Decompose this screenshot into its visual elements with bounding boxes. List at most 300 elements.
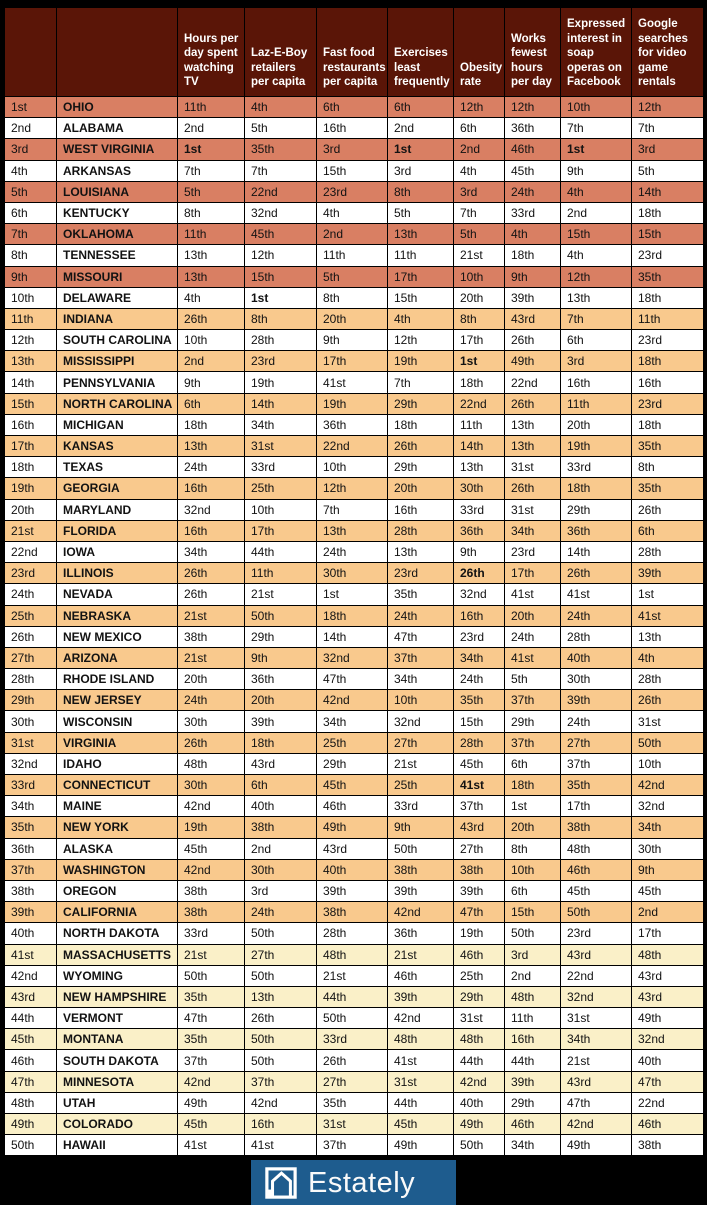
value-cell: 23rd bbox=[505, 541, 561, 562]
value-cell: 23rd bbox=[632, 245, 704, 266]
value-cell: 49th bbox=[317, 817, 388, 838]
value-cell: 37th bbox=[454, 796, 505, 817]
value-cell: 42nd bbox=[245, 1092, 317, 1113]
value-cell: 11th bbox=[561, 393, 632, 414]
state-cell: ARKANSAS bbox=[57, 160, 178, 181]
value-cell: 48th bbox=[317, 944, 388, 965]
rank-cell: 47th bbox=[5, 1071, 57, 1092]
value-cell bbox=[561, 139, 632, 160]
value-cell: 7th bbox=[454, 202, 505, 223]
value-cell: 34th bbox=[454, 647, 505, 668]
value-cell: 35th bbox=[245, 139, 317, 160]
value-cell: 2nd bbox=[561, 202, 632, 223]
value-cell: 12th bbox=[388, 330, 454, 351]
value-cell: 31st bbox=[505, 499, 561, 520]
value-cell: 10th bbox=[454, 266, 505, 287]
state-cell: NORTH DAKOTA bbox=[57, 923, 178, 944]
rank-cell: 17th bbox=[5, 436, 57, 457]
state-cell: IOWA bbox=[57, 541, 178, 562]
rank-cell: 40th bbox=[5, 923, 57, 944]
value-cell: 36th bbox=[245, 669, 317, 690]
value-cell: 34th bbox=[245, 414, 317, 435]
value-cell: 23rd bbox=[454, 626, 505, 647]
table-row bbox=[5, 351, 704, 372]
value-cell: 41st bbox=[632, 605, 704, 626]
value-cell: 21st bbox=[178, 647, 245, 668]
value-cell: 18th bbox=[632, 414, 704, 435]
value-cell: 11th bbox=[454, 414, 505, 435]
value-cell: 5th bbox=[388, 202, 454, 223]
value-cell: 3rd bbox=[454, 181, 505, 202]
value-cell: 32nd bbox=[454, 584, 505, 605]
value-cell: 27th bbox=[317, 1071, 388, 1092]
value-cell: 22nd bbox=[632, 1092, 704, 1113]
table-row bbox=[5, 647, 704, 668]
value-cell: 9th bbox=[454, 541, 505, 562]
value-cell: 24th bbox=[178, 457, 245, 478]
value-cell: 30th bbox=[317, 563, 388, 584]
table-row bbox=[5, 478, 704, 499]
rank-cell: 46th bbox=[5, 1050, 57, 1071]
state-cell: OKLAHOMA bbox=[57, 224, 178, 245]
value-cell: 20th bbox=[454, 287, 505, 308]
value-cell: 50th bbox=[454, 1135, 505, 1156]
value-cell: 42nd bbox=[561, 1114, 632, 1135]
state-cell: WASHINGTON bbox=[57, 859, 178, 880]
value-cell: 7th bbox=[561, 308, 632, 329]
rankings-table bbox=[4, 7, 704, 1156]
value-cell: 42nd bbox=[178, 859, 245, 880]
value-cell: 42nd bbox=[388, 1008, 454, 1029]
value-cell: 18th bbox=[317, 605, 388, 626]
rank-cell: 7th bbox=[5, 224, 57, 245]
value-cell: 25th bbox=[454, 965, 505, 986]
value-cell: 24th bbox=[388, 605, 454, 626]
value-cell: 4th bbox=[388, 308, 454, 329]
value-cell: 12th bbox=[561, 266, 632, 287]
value-cell: 50th bbox=[245, 1029, 317, 1050]
value-cell: 3rd bbox=[561, 351, 632, 372]
rank-cell: 8th bbox=[5, 245, 57, 266]
value-cell: 6th bbox=[317, 97, 388, 118]
column-header-8: Expressed interest in soap operas on Facebook bbox=[561, 8, 632, 97]
rank-cell: 36th bbox=[5, 838, 57, 859]
value-cell: 36th bbox=[388, 923, 454, 944]
value-cell: 49th bbox=[561, 1135, 632, 1156]
value-cell: 45th bbox=[561, 880, 632, 901]
value-cell: 24th bbox=[505, 626, 561, 647]
value-cell: 18th bbox=[561, 478, 632, 499]
value-cell: 30th bbox=[178, 775, 245, 796]
value-cell: 48th bbox=[388, 1029, 454, 1050]
value-cell: 28th bbox=[632, 669, 704, 690]
rank-cell: 29th bbox=[5, 690, 57, 711]
value-cell: 33rd bbox=[245, 457, 317, 478]
value-cell: 37th bbox=[505, 732, 561, 753]
value-cell bbox=[178, 139, 245, 160]
value-cell: 13th bbox=[388, 541, 454, 562]
value-cell: 18th bbox=[632, 351, 704, 372]
value-cell: 40th bbox=[317, 859, 388, 880]
table-row bbox=[5, 965, 704, 986]
rank-cell: 5th bbox=[5, 181, 57, 202]
value-cell: 18th bbox=[245, 732, 317, 753]
value-cell: 23rd bbox=[317, 181, 388, 202]
value-cell: 33rd bbox=[454, 499, 505, 520]
state-cell: COLORADO bbox=[57, 1114, 178, 1135]
table-row bbox=[5, 330, 704, 351]
table-row bbox=[5, 859, 704, 880]
state-cell: WEST VIRGINIA bbox=[57, 139, 178, 160]
value-cell: 5th bbox=[632, 160, 704, 181]
column-header-3: Laz-E-Boy retailers per capita bbox=[245, 8, 317, 97]
value-cell: 16th bbox=[388, 499, 454, 520]
value-cell: 28th bbox=[245, 330, 317, 351]
value-cell: 34th bbox=[505, 520, 561, 541]
value-cell: 33rd bbox=[561, 457, 632, 478]
value-cell: 2nd bbox=[178, 118, 245, 139]
table-row bbox=[5, 690, 704, 711]
value-cell: 13th bbox=[178, 245, 245, 266]
table-row bbox=[5, 775, 704, 796]
value-cell: 6th bbox=[245, 775, 317, 796]
state-cell: MARYLAND bbox=[57, 499, 178, 520]
value-cell: 41st bbox=[317, 372, 388, 393]
value-cell: 29th bbox=[505, 711, 561, 732]
value-cell: 26th bbox=[245, 1008, 317, 1029]
footer bbox=[0, 1156, 707, 1205]
value-cell: 23rd bbox=[388, 563, 454, 584]
value-cell: 38th bbox=[632, 1135, 704, 1156]
state-cell: MONTANA bbox=[57, 1029, 178, 1050]
value-cell: 45th bbox=[245, 224, 317, 245]
value-cell: 16th bbox=[561, 372, 632, 393]
value-cell: 17th bbox=[454, 330, 505, 351]
value-cell: 21st bbox=[245, 584, 317, 605]
value-cell: 16th bbox=[178, 520, 245, 541]
state-cell: PENNSYLVANIA bbox=[57, 372, 178, 393]
value-cell: 20th bbox=[317, 308, 388, 329]
value-cell: 26th bbox=[178, 563, 245, 584]
table-row bbox=[5, 224, 704, 245]
value-cell: 49th bbox=[454, 1114, 505, 1135]
value-cell: 45th bbox=[178, 1114, 245, 1135]
value-cell: 40th bbox=[245, 796, 317, 817]
table-row bbox=[5, 817, 704, 838]
value-cell: 38th bbox=[178, 880, 245, 901]
value-highlight: 41st bbox=[460, 778, 485, 793]
value-cell: 30th bbox=[245, 859, 317, 880]
value-cell: 48th bbox=[178, 753, 245, 774]
value-cell: 11th bbox=[245, 563, 317, 584]
value-cell: 7th bbox=[178, 160, 245, 181]
value-cell: 35th bbox=[632, 478, 704, 499]
value-cell: 19th bbox=[388, 351, 454, 372]
value-cell: 14th bbox=[245, 393, 317, 414]
value-cell: 13th bbox=[178, 266, 245, 287]
value-cell: 29th bbox=[454, 986, 505, 1007]
value-cell: 16th bbox=[454, 605, 505, 626]
value-cell: 27th bbox=[561, 732, 632, 753]
table-row bbox=[5, 605, 704, 626]
value-cell: 50th bbox=[245, 965, 317, 986]
value-cell: 20th bbox=[245, 690, 317, 711]
value-cell: 29th bbox=[561, 499, 632, 520]
state-cell: TENNESSEE bbox=[57, 245, 178, 266]
value-cell: 7th bbox=[632, 118, 704, 139]
value-cell: 27th bbox=[388, 732, 454, 753]
value-cell: 47th bbox=[178, 1008, 245, 1029]
state-cell: OHIO bbox=[57, 97, 178, 118]
value-cell: 38th bbox=[454, 859, 505, 880]
value-cell: 26th bbox=[388, 436, 454, 457]
value-cell: 9th bbox=[505, 266, 561, 287]
value-cell: 4th bbox=[561, 181, 632, 202]
value-cell: 15th bbox=[632, 224, 704, 245]
value-cell: 20th bbox=[388, 478, 454, 499]
table-row bbox=[5, 563, 704, 584]
value-cell: 38th bbox=[388, 859, 454, 880]
rank-cell: 6th bbox=[5, 202, 57, 223]
table-header bbox=[5, 8, 704, 97]
rank-cell: 23rd bbox=[5, 563, 57, 584]
state-cell: NEVADA bbox=[57, 584, 178, 605]
value-cell: 13th bbox=[561, 287, 632, 308]
value-cell: 9th bbox=[561, 160, 632, 181]
value-cell: 13th bbox=[454, 457, 505, 478]
rank-cell: 10th bbox=[5, 287, 57, 308]
value-cell: 2nd bbox=[178, 351, 245, 372]
value-cell: 8th bbox=[317, 287, 388, 308]
value-cell: 13th bbox=[505, 414, 561, 435]
value-cell: 44th bbox=[245, 541, 317, 562]
value-cell: 24th bbox=[317, 541, 388, 562]
value-cell: 13th bbox=[388, 224, 454, 245]
value-cell: 26th bbox=[632, 499, 704, 520]
value-cell: 16th bbox=[178, 478, 245, 499]
column-header-7: Works fewest hours per day bbox=[505, 8, 561, 97]
value-cell: 6th bbox=[178, 393, 245, 414]
value-cell: 18th bbox=[178, 414, 245, 435]
table-body bbox=[5, 97, 704, 1156]
column-header-9: Google searches for video game rentals bbox=[632, 8, 704, 97]
value-cell: 29th bbox=[505, 1092, 561, 1113]
value-cell: 38th bbox=[245, 817, 317, 838]
value-cell: 37th bbox=[245, 1071, 317, 1092]
table-row bbox=[5, 520, 704, 541]
value-cell: 12th bbox=[632, 97, 704, 118]
value-cell: 35th bbox=[632, 266, 704, 287]
value-cell: 29th bbox=[245, 626, 317, 647]
value-cell: 34th bbox=[505, 1135, 561, 1156]
value-cell: 20th bbox=[505, 605, 561, 626]
value-cell: 50th bbox=[178, 965, 245, 986]
value-cell: 39th bbox=[317, 880, 388, 901]
rank-cell: 25th bbox=[5, 605, 57, 626]
table-row bbox=[5, 308, 704, 329]
value-cell: 2nd bbox=[632, 902, 704, 923]
rank-cell: 35th bbox=[5, 817, 57, 838]
value-cell: 26th bbox=[505, 478, 561, 499]
value-cell: 32nd bbox=[388, 711, 454, 732]
value-cell: 7th bbox=[561, 118, 632, 139]
value-cell: 43rd bbox=[561, 944, 632, 965]
value-cell: 45th bbox=[388, 1114, 454, 1135]
value-cell: 29th bbox=[317, 753, 388, 774]
value-highlight: 26th bbox=[460, 566, 485, 581]
table-row bbox=[5, 372, 704, 393]
value-cell: 8th bbox=[388, 181, 454, 202]
column-header-5: Exercises least frequently bbox=[388, 8, 454, 97]
value-cell: 19th bbox=[454, 923, 505, 944]
value-cell: 32nd bbox=[632, 1029, 704, 1050]
state-cell: DELAWARE bbox=[57, 287, 178, 308]
value-cell: 39th bbox=[388, 986, 454, 1007]
value-cell: 9th bbox=[178, 372, 245, 393]
value-cell: 44th bbox=[454, 1050, 505, 1071]
table-row bbox=[5, 118, 704, 139]
value-cell: 26th bbox=[317, 1050, 388, 1071]
logo-text: Estately bbox=[308, 1166, 416, 1199]
value-cell: 43rd bbox=[505, 308, 561, 329]
column-header-1 bbox=[57, 8, 178, 97]
value-cell: 6th bbox=[632, 520, 704, 541]
value-cell: 18th bbox=[632, 287, 704, 308]
value-cell: 6th bbox=[505, 753, 561, 774]
value-cell: 28th bbox=[317, 923, 388, 944]
value-cell: 8th bbox=[245, 308, 317, 329]
value-cell: 34th bbox=[632, 817, 704, 838]
value-cell: 6th bbox=[454, 118, 505, 139]
rank-cell: 28th bbox=[5, 669, 57, 690]
value-cell: 46th bbox=[632, 1114, 704, 1135]
value-cell: 22nd bbox=[317, 436, 388, 457]
value-cell: 22nd bbox=[245, 181, 317, 202]
value-cell: 3rd bbox=[388, 160, 454, 181]
value-cell: 45th bbox=[178, 838, 245, 859]
value-cell: 4th bbox=[561, 245, 632, 266]
value-cell: 24th bbox=[454, 669, 505, 690]
rank-cell: 27th bbox=[5, 647, 57, 668]
value-cell: 3rd bbox=[317, 139, 388, 160]
rank-cell: 50th bbox=[5, 1135, 57, 1156]
value-cell: 45th bbox=[632, 880, 704, 901]
value-cell: 5th bbox=[454, 224, 505, 245]
value-cell: 18th bbox=[632, 202, 704, 223]
value-cell: 12th bbox=[454, 97, 505, 118]
value-cell: 37th bbox=[561, 753, 632, 774]
value-cell: 33rd bbox=[317, 1029, 388, 1050]
rank-cell: 43rd bbox=[5, 986, 57, 1007]
value-cell: 3rd bbox=[245, 880, 317, 901]
value-cell: 4th bbox=[317, 202, 388, 223]
value-cell: 48th bbox=[632, 944, 704, 965]
value-cell: 4th bbox=[505, 224, 561, 245]
value-cell: 8th bbox=[505, 838, 561, 859]
value-cell: 40th bbox=[632, 1050, 704, 1071]
value-cell: 50th bbox=[245, 923, 317, 944]
rank-cell: 31st bbox=[5, 732, 57, 753]
value-cell: 42nd bbox=[178, 1071, 245, 1092]
column-header-0 bbox=[5, 8, 57, 97]
value-cell: 41st bbox=[245, 1135, 317, 1156]
value-cell: 9th bbox=[317, 330, 388, 351]
table-row bbox=[5, 902, 704, 923]
value-cell: 34th bbox=[178, 541, 245, 562]
value-cell: 20th bbox=[505, 817, 561, 838]
column-header-4: Fast food restaurants per capita bbox=[317, 8, 388, 97]
state-cell: CALIFORNIA bbox=[57, 902, 178, 923]
value-cell: 13th bbox=[178, 436, 245, 457]
state-cell: MISSISSIPPI bbox=[57, 351, 178, 372]
value-highlight: 1st bbox=[567, 142, 585, 157]
value-cell: 46th bbox=[317, 796, 388, 817]
value-cell: 3rd bbox=[505, 944, 561, 965]
table-row bbox=[5, 1071, 704, 1092]
table-row bbox=[5, 393, 704, 414]
table-row bbox=[5, 1029, 704, 1050]
value-highlight: 1st bbox=[251, 290, 269, 305]
value-cell: 21st bbox=[317, 965, 388, 986]
value-highlight: 1st bbox=[460, 354, 478, 369]
state-cell: INDIANA bbox=[57, 308, 178, 329]
table-row bbox=[5, 732, 704, 753]
value-cell: 19th bbox=[317, 393, 388, 414]
value-cell: 40th bbox=[561, 647, 632, 668]
value-cell: 33rd bbox=[178, 923, 245, 944]
value-cell: 31st bbox=[632, 711, 704, 732]
value-cell: 50th bbox=[388, 838, 454, 859]
rank-cell: 37th bbox=[5, 859, 57, 880]
rank-cell: 22nd bbox=[5, 541, 57, 562]
value-cell: 27th bbox=[454, 838, 505, 859]
value-cell: 16th bbox=[632, 372, 704, 393]
value-cell: 12th bbox=[245, 245, 317, 266]
rank-cell: 14th bbox=[5, 372, 57, 393]
value-cell: 32nd bbox=[561, 986, 632, 1007]
value-cell: 50th bbox=[317, 1008, 388, 1029]
rank-cell: 34th bbox=[5, 796, 57, 817]
state-cell: NEW YORK bbox=[57, 817, 178, 838]
value-cell: 10th bbox=[317, 457, 388, 478]
table-row bbox=[5, 97, 704, 118]
rank-cell: 45th bbox=[5, 1029, 57, 1050]
value-cell: 38th bbox=[317, 902, 388, 923]
value-cell: 44th bbox=[388, 1092, 454, 1113]
rank-cell: 44th bbox=[5, 1008, 57, 1029]
value-cell: 48th bbox=[505, 986, 561, 1007]
value-cell: 41st bbox=[561, 584, 632, 605]
value-cell bbox=[454, 351, 505, 372]
state-cell: VIRGINIA bbox=[57, 732, 178, 753]
value-cell: 28th bbox=[561, 626, 632, 647]
state-cell: ILLINOIS bbox=[57, 563, 178, 584]
value-cell: 11th bbox=[388, 245, 454, 266]
rank-cell: 3rd bbox=[5, 139, 57, 160]
value-cell: 7th bbox=[388, 372, 454, 393]
value-cell: 21st bbox=[388, 753, 454, 774]
value-cell: 31st bbox=[454, 1008, 505, 1029]
value-cell: 30th bbox=[561, 669, 632, 690]
rank-cell: 30th bbox=[5, 711, 57, 732]
state-cell: SOUTH CAROLINA bbox=[57, 330, 178, 351]
state-cell: RHODE ISLAND bbox=[57, 669, 178, 690]
value-cell: 3rd bbox=[632, 139, 704, 160]
value-cell: 32nd bbox=[245, 202, 317, 223]
estately-logo[interactable] bbox=[251, 1160, 456, 1205]
value-cell: 10th bbox=[632, 753, 704, 774]
value-cell: 46th bbox=[505, 139, 561, 160]
